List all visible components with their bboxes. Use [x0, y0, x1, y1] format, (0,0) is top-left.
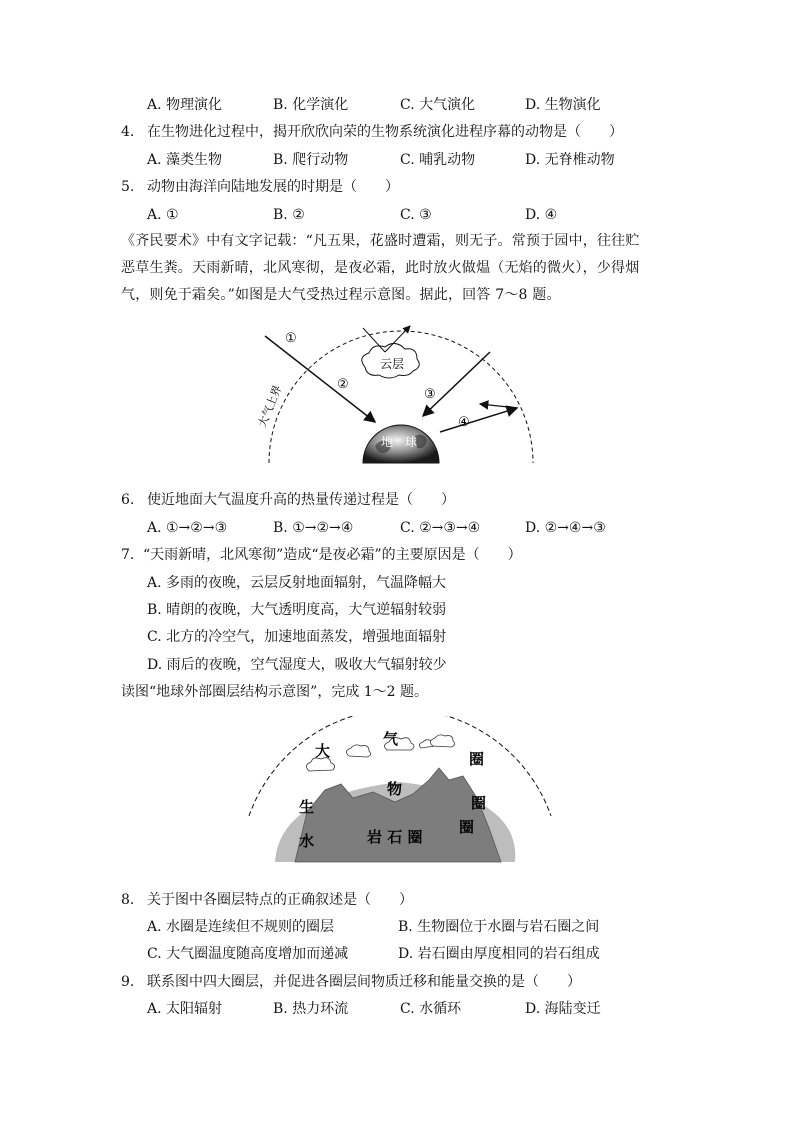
arrow-3: [423, 352, 490, 416]
label-upper-boundary: 大气上界: [255, 383, 285, 430]
option-b: B. 热力环流: [273, 1001, 349, 1017]
figure-outer-spheres: [245, 716, 555, 866]
option-d: D. 雨后的夜晚，空气湿度大，吸收大气辐射较少: [147, 657, 447, 673]
passage-qiminyaoshu: 《齐民要术》中有文字记载：“凡五果，花盛时遭霜，则无子。常预于园中，往往贮恶草生粪。天雨新晴，北风寒彻，是夜必霜，此时放火做煴（无焰的微火），少得烟气，则免于霜矣。”如图是大气受热过程示意图。据此，回答 7～8 题。: [121, 233, 640, 303]
option-a: A. 太阳辐射: [147, 1001, 223, 1017]
label-rock: 岩 石 圈: [367, 828, 423, 846]
label-3: ③: [424, 387, 436, 402]
option-d: D. ④: [525, 207, 558, 223]
option-b: B. 晴朗的夜晚，大气透明度高，大气逆辐射较弱: [147, 602, 447, 618]
earth-icon: [363, 425, 439, 463]
figure-atmospheric-heating: [255, 318, 545, 468]
passage-outer-spheres: 读图“地球外部圈层结构示意图”，完成 1～2 题。: [121, 684, 429, 700]
question-stem: “天雨新晴，北风寒彻”造成“是夜必霜”的主要原因是（ ）: [143, 547, 522, 563]
option-a: A. 藻类生物: [147, 152, 223, 168]
label-atmo-2: 气: [383, 730, 399, 748]
question-number: 7.: [121, 547, 135, 563]
label-water-right: 圈: [459, 818, 475, 836]
cloud-label: 云层: [380, 357, 405, 371]
option-a: A. ①→②→③: [147, 520, 228, 536]
question-stem: 使近地面大气温度升高的热量传递过程是（ ）: [147, 492, 455, 508]
option-c: C. ③: [400, 207, 432, 223]
question-stem: 在生物进化过程中，揭开欣欣向荣的生物系统演化进程序幕的动物是（ ）: [147, 124, 623, 140]
option-a: A. 水圈是连续但不规则的圈层: [147, 919, 335, 935]
option-c: C. ②→③→④: [400, 520, 481, 536]
arrow-4: [440, 408, 517, 432]
question-stem: 关于图中各圈层特点的正确叙述是（ ）: [147, 892, 413, 908]
option-a: A. 多雨的夜晚，云层反射地面辐射，气温降幅大: [147, 575, 447, 591]
label-atmo-1: 大: [315, 742, 331, 760]
label-bio-1: 生: [299, 798, 315, 816]
option-b: B. 爬行动物: [273, 152, 349, 168]
question-stem: 动物由海洋向陆地发展的时期是（ ）: [147, 179, 399, 195]
option-c: C. 大气演化: [400, 97, 476, 113]
option-b: B. 化学演化: [273, 97, 349, 113]
option-b: B. ②: [273, 207, 305, 223]
cloud-icon: [362, 343, 419, 378]
label-water-left: 水: [299, 832, 315, 850]
question-number: 9.: [121, 974, 135, 990]
label-4: ④: [458, 415, 470, 430]
option-c: C. 水循环: [400, 1001, 462, 1017]
option-a: A. ①: [147, 207, 179, 223]
label-1: ①: [285, 331, 297, 346]
option-d: D. 无脊椎动物: [525, 152, 615, 168]
option-d: D. ②→④→③: [525, 520, 606, 536]
arrow-4-back: [480, 404, 517, 408]
option-c: C. 北方的冷空气，加速地面蒸发，增强地面辐射: [147, 629, 447, 645]
option-d: D. 岩石圈由厚度相同的岩石组成: [398, 946, 600, 962]
question-stem: 联系图中四大圈层，并促进各圈层间物质迁移和能量交换的是（ ）: [147, 974, 581, 990]
option-c: C. 大气圈温度随高度增加而递减: [147, 946, 349, 962]
label-bio-2: 物: [387, 780, 403, 798]
question-number: 8.: [121, 892, 135, 908]
arrow-1-2: [265, 336, 375, 422]
label-bio-3: 圈: [471, 794, 487, 812]
earth-label: 地 球: [381, 435, 418, 449]
option-d: D. 海陆变迁: [525, 1001, 601, 1017]
label-2: ②: [337, 377, 349, 392]
option-b: B. 生物圈位于水圈与岩石圈之间: [398, 919, 600, 935]
question-number: 4.: [121, 124, 135, 140]
option-d: D. 生物演化: [525, 97, 601, 113]
question-number: 6.: [121, 492, 135, 508]
question-number: 5.: [121, 179, 135, 195]
option-b: B. ①→②→④: [273, 520, 354, 536]
option-c: C. 哺乳动物: [400, 152, 476, 168]
option-a: A. 物理演化: [147, 97, 223, 113]
label-atmo-3: 圈: [469, 750, 485, 768]
